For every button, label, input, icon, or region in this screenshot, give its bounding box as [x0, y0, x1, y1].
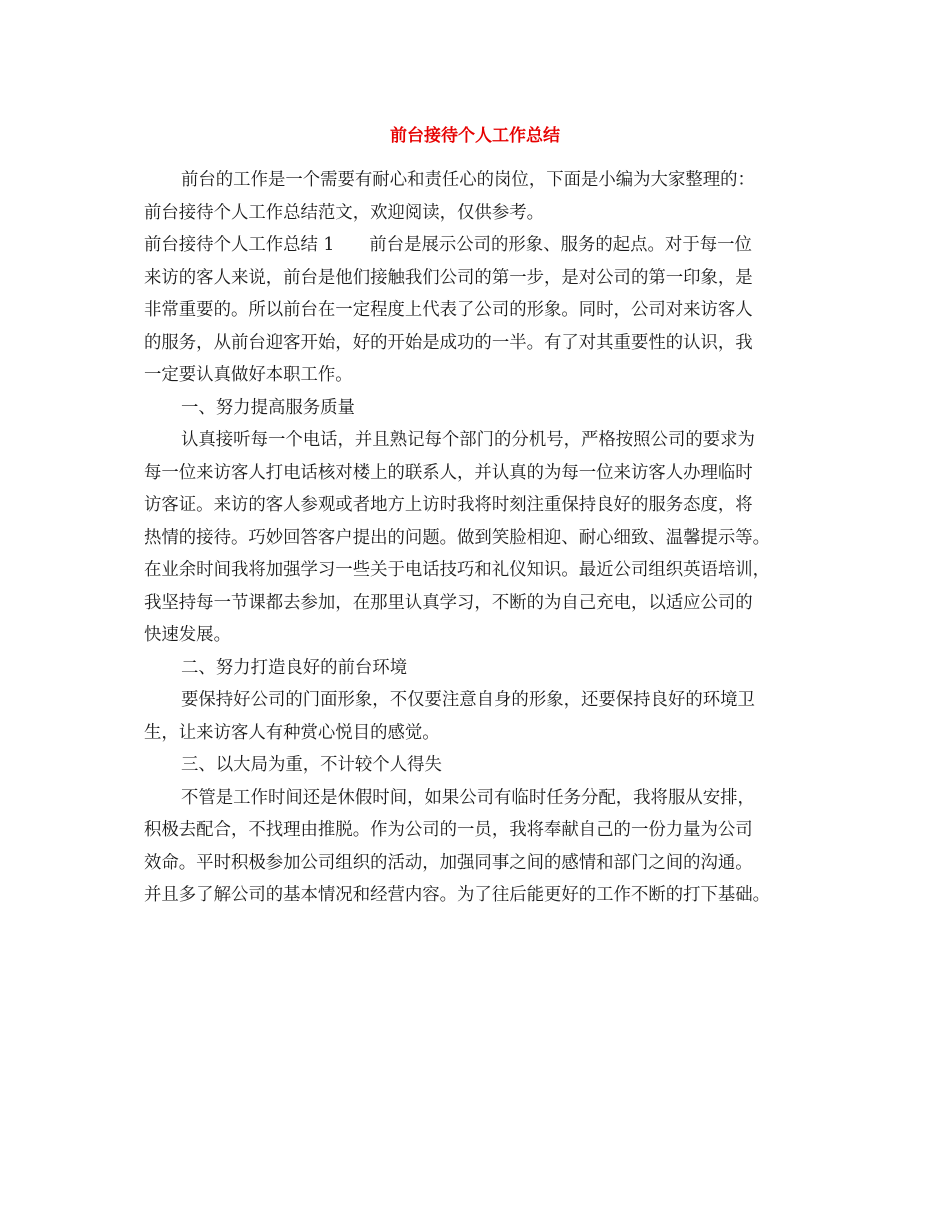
text-line: 每一位来访客人打电话核对楼上的联系人，并认真的为每一位来访客人办理临时 [144, 462, 753, 483]
text-line: 并且多了解公司的基本情况和经营内容。为了往后能更好的工作不断的打下基础。 [144, 885, 771, 905]
text-line: 的服务，从前台迎客开始，好的开始是成功的一半。有了对其重要性的认识，我 [144, 332, 753, 353]
text-line: 非常重要的。所以前台在一定程度上代表了公司的形象。同时，公司对来访客人 [144, 300, 753, 320]
text-line: 我坚持每一节课都去参加，在那里认真学习，不断的为自己充电，以适应公司的 [144, 592, 753, 613]
document-body [144, 164, 809, 912]
text-line: 要保持好公司的门面形象，不仅要注意自身的形象，还要保持良好的环境卫 [181, 690, 755, 710]
text-line: 二、努力打造良好的前台环境 [181, 657, 408, 678]
text-line: 访客证。来访的客人参观或者地方上访时我将时刻注重保持良好的服务态度，将 [144, 495, 753, 515]
text-line: 来访的客人来说，前台是他们接触我们公司的第一步，是对公司的第一印象，是 [144, 267, 753, 288]
text-line: 前台接待个人工作总结 1 前台是展示公司的形象、服务的起点。对于每一位 [144, 235, 752, 255]
text-line: 认真接听每一个电话，并且熟记每个部门的分机号，严格按照公司的要求为 [181, 430, 755, 450]
text-line: 前台的工作是一个需要有耐心和责任心的岗位，下面是小编为大家整理的： [181, 170, 755, 190]
text-line: 生，让来访客人有种赏心悦目的感觉。 [144, 722, 440, 743]
text-line: 积极去配合，不找理由推脱。作为公司的一员，我将奉献自己的一份力量为公司 [144, 820, 753, 840]
text-line: 三、以大局为重，不计较个人得失 [181, 755, 442, 775]
text-line: 前台接待个人工作总结范文，欢迎阅读，仅供参考。 [144, 202, 544, 223]
text-line: 效命。平时积极参加公司组织的活动，加强同事之间的感情和部门之间的沟通。 [144, 852, 753, 873]
text-line: 一定要认真做好本职工作。 [144, 365, 353, 385]
text-line: 不管是工作时间还是休假时间，如果公司有临时任务分配，我将服从安排， [181, 787, 755, 808]
text-line: 热情的接待。巧妙回答客户提出的问题。做到笑脸相迎、耐心细致、温馨提示等。 [144, 527, 771, 548]
text-line: 一、努力提高服务质量 [181, 397, 355, 418]
document-title: 前台接待个人工作总结 [390, 126, 560, 146]
text-line: 快速发展。 [144, 625, 231, 645]
text-line: 在业余时间我将加强学习一些关于电话技巧和礼仪知识。最近公司组织英语培训， [144, 560, 771, 580]
